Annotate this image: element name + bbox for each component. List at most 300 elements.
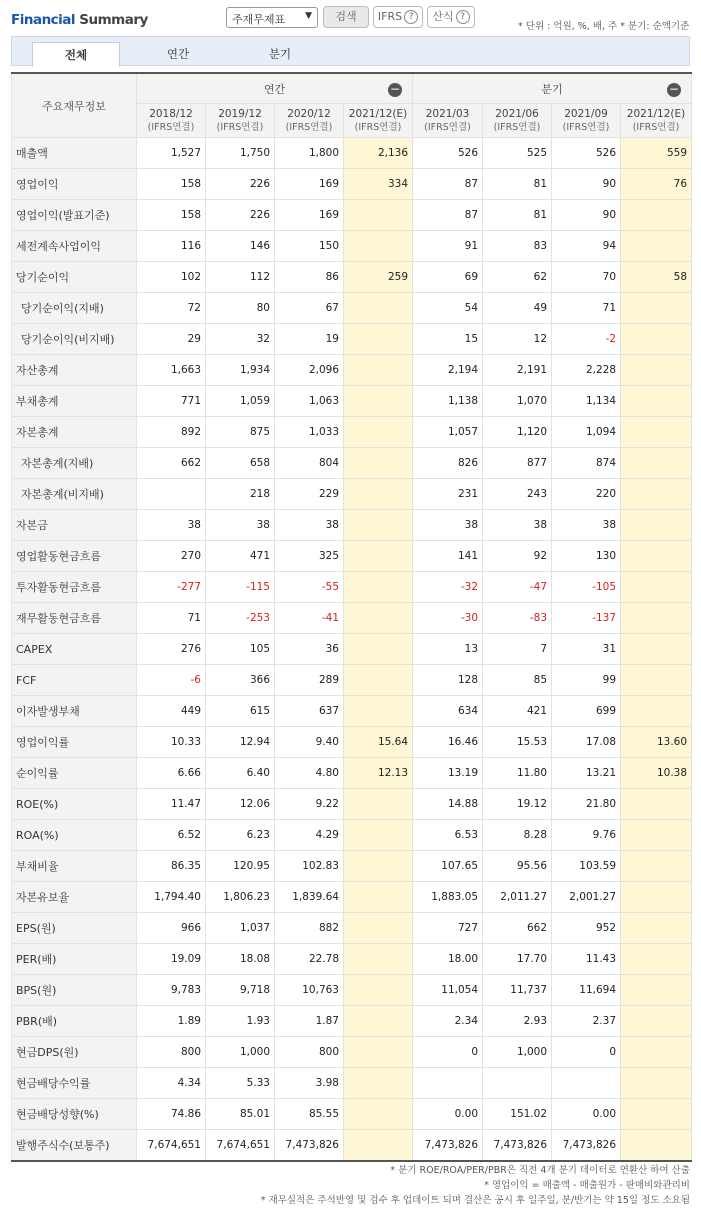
- table-cell: [344, 479, 413, 510]
- ifrs-help-button[interactable]: [373, 6, 423, 28]
- row-label: 자본유보율: [12, 882, 137, 913]
- table-cell: 526: [552, 138, 621, 169]
- table-cell: [344, 510, 413, 541]
- table-cell: 4.34: [137, 1068, 206, 1099]
- row-header-label: 주요재무정보: [12, 73, 137, 138]
- table-cell: [621, 510, 692, 541]
- table-cell: 4.29: [275, 820, 344, 851]
- table-cell: 90: [552, 169, 621, 200]
- table-cell: 87: [413, 169, 483, 200]
- table-cell: 11,694: [552, 975, 621, 1006]
- help-icon: ?: [404, 10, 418, 24]
- table-cell: 80: [206, 293, 275, 324]
- tab-annual[interactable]: 연간: [166, 47, 190, 61]
- table-cell: -41: [275, 603, 344, 634]
- table-cell: 112: [206, 262, 275, 293]
- table-cell: 150: [275, 231, 344, 262]
- table-cell: 9.76: [552, 820, 621, 851]
- table-cell: 325: [275, 541, 344, 572]
- row-label: 자본총계(지배): [12, 448, 137, 479]
- table-cell: 1,057: [413, 417, 483, 448]
- table-row: [12, 1099, 692, 1130]
- tab-all[interactable]: 전체: [32, 42, 120, 67]
- table-cell: 1,806.23: [206, 882, 275, 913]
- chevron-down-icon: ▼: [305, 11, 312, 21]
- row-label: 매출액: [12, 138, 137, 169]
- table-cell: 966: [137, 913, 206, 944]
- table-cell: 259: [344, 262, 413, 293]
- table-cell: 72: [137, 293, 206, 324]
- table-cell: [621, 634, 692, 665]
- row-label: 자본총계: [12, 417, 137, 448]
- row-label: 투자활동현금흐름: [12, 572, 137, 603]
- table-cell: [344, 913, 413, 944]
- row-label: 당기순이익(비지배): [12, 324, 137, 355]
- table-cell: 7: [483, 634, 552, 665]
- tab-quarter[interactable]: 분기: [268, 47, 292, 61]
- table-cell: 826: [413, 448, 483, 479]
- table-cell: [552, 1068, 621, 1099]
- table-cell: 6.52: [137, 820, 206, 851]
- row-label: 부채비율: [12, 851, 137, 882]
- table-cell: 874: [552, 448, 621, 479]
- table-cell: 1.87: [275, 1006, 344, 1037]
- row-label: BPS(원): [12, 975, 137, 1006]
- row-label: 자산총계: [12, 355, 137, 386]
- table-cell: 2,001.27: [552, 882, 621, 913]
- table-row: [12, 200, 692, 231]
- table-cell: 105: [206, 634, 275, 665]
- column-basis: (IFRS연결): [562, 121, 610, 133]
- table-cell: 158: [137, 200, 206, 231]
- quarter-group-header: [413, 73, 692, 104]
- table-cell: [344, 696, 413, 727]
- financial-summary-table: [11, 72, 692, 1162]
- table-cell: 85: [483, 665, 552, 696]
- table-cell: 218: [206, 479, 275, 510]
- table-cell: 81: [483, 200, 552, 231]
- column-period: 2021/03: [425, 107, 470, 120]
- table-cell: 1,527: [137, 138, 206, 169]
- table-cell: 29: [137, 324, 206, 355]
- table-cell: 0: [552, 1037, 621, 1068]
- table-cell: 699: [552, 696, 621, 727]
- column-period: 2021/06: [495, 107, 539, 120]
- column-period: 2019/12: [218, 107, 262, 120]
- table-row: [12, 541, 692, 572]
- table-cell: 1,059: [206, 386, 275, 417]
- table-cell: 18.00: [413, 944, 483, 975]
- title-summary: Summary: [75, 12, 148, 28]
- table-cell: 67: [275, 293, 344, 324]
- table-cell: [344, 634, 413, 665]
- table-row: [12, 1006, 692, 1037]
- table-cell: 8.28: [483, 820, 552, 851]
- table-cell: [621, 851, 692, 882]
- table-cell: [344, 324, 413, 355]
- row-label: 현금배당성향(%): [12, 1099, 137, 1130]
- table-cell: 9,783: [137, 975, 206, 1006]
- table-cell: 38: [275, 510, 344, 541]
- table-cell: 1,070: [483, 386, 552, 417]
- table-cell: 882: [275, 913, 344, 944]
- table-cell: -55: [275, 572, 344, 603]
- table-cell: 2,194: [413, 355, 483, 386]
- table-row: [12, 262, 692, 293]
- table-cell: [621, 913, 692, 944]
- table-cell: 1.89: [137, 1006, 206, 1037]
- table-cell: [344, 789, 413, 820]
- table-cell: 169: [275, 200, 344, 231]
- table-cell: 0: [413, 1037, 483, 1068]
- table-cell: 12.06: [206, 789, 275, 820]
- table-cell: [621, 975, 692, 1006]
- row-label: EPS(원): [12, 913, 137, 944]
- table-cell: 107.65: [413, 851, 483, 882]
- table-cell: 1,000: [483, 1037, 552, 1068]
- row-label: 자본금: [12, 510, 137, 541]
- table-cell: 62: [483, 262, 552, 293]
- table-row: [12, 820, 692, 851]
- collapse-quarter-icon[interactable]: −: [669, 82, 680, 96]
- table-cell: 13.60: [621, 727, 692, 758]
- column-period: 2021/09: [564, 107, 608, 120]
- table-cell: 662: [483, 913, 552, 944]
- table-cell: [344, 603, 413, 634]
- column-header: [413, 104, 483, 138]
- table-cell: 54: [413, 293, 483, 324]
- table-cell: 2,191: [483, 355, 552, 386]
- table-cell: [621, 944, 692, 975]
- table-cell: 102.83: [275, 851, 344, 882]
- table-cell: [621, 1068, 692, 1099]
- column-period: 2021/12(E): [626, 107, 686, 120]
- footnote: * 영업이익 = 매출액 - 매출원가 - 판매비와관리비: [484, 1180, 690, 1191]
- footnotes: [261, 1163, 690, 1208]
- table-cell: 11.80: [483, 758, 552, 789]
- table-cell: 226: [206, 169, 275, 200]
- table-row: [12, 572, 692, 603]
- table-cell: 13: [413, 634, 483, 665]
- table-cell: 662: [137, 448, 206, 479]
- table-cell: 1,934: [206, 355, 275, 386]
- table-cell: 559: [621, 138, 692, 169]
- period-tabs: [11, 36, 690, 66]
- table-cell: 15.64: [344, 727, 413, 758]
- table-cell: 31: [552, 634, 621, 665]
- table-cell: 1,000: [206, 1037, 275, 1068]
- table-cell: 2.37: [552, 1006, 621, 1037]
- row-label: 세전계속사업이익: [12, 231, 137, 262]
- table-cell: 38: [552, 510, 621, 541]
- table-cell: 15: [413, 324, 483, 355]
- table-cell: 76: [621, 169, 692, 200]
- table-cell: 9,718: [206, 975, 275, 1006]
- table-cell: 36: [275, 634, 344, 665]
- row-label: 현금DPS(원): [12, 1037, 137, 1068]
- table-row: [12, 138, 692, 169]
- column-header: [552, 104, 621, 138]
- table-row: [12, 1037, 692, 1068]
- table-cell: 5.33: [206, 1068, 275, 1099]
- table-cell: 800: [137, 1037, 206, 1068]
- table-cell: 525: [483, 138, 552, 169]
- table-cell: -137: [552, 603, 621, 634]
- table-cell: 32: [206, 324, 275, 355]
- table-cell: 9.40: [275, 727, 344, 758]
- table-cell: [344, 975, 413, 1006]
- table-cell: 85.55: [275, 1099, 344, 1130]
- table-cell: 0.00: [413, 1099, 483, 1130]
- table-row: [12, 913, 692, 944]
- table-cell: [621, 417, 692, 448]
- table-cell: [344, 386, 413, 417]
- column-basis: (IFRS연결): [147, 121, 195, 133]
- table-cell: -47: [483, 572, 552, 603]
- table-row: [12, 944, 692, 975]
- table-cell: 421: [483, 696, 552, 727]
- table-cell: 92: [483, 541, 552, 572]
- table-cell: -115: [206, 572, 275, 603]
- formula-help-button[interactable]: [427, 6, 475, 28]
- table-cell: 6.53: [413, 820, 483, 851]
- table-cell: 1,794.40: [137, 882, 206, 913]
- formula-label: 산식: [432, 10, 454, 23]
- table-cell: 99: [552, 665, 621, 696]
- table-cell: [344, 293, 413, 324]
- table-cell: 3.98: [275, 1068, 344, 1099]
- table-row: [12, 169, 692, 200]
- table-cell: -105: [552, 572, 621, 603]
- table-cell: 6.23: [206, 820, 275, 851]
- row-label: 이자발생부채: [12, 696, 137, 727]
- table-cell: 10.33: [137, 727, 206, 758]
- table-cell: -6: [137, 665, 206, 696]
- row-label: 당기순이익(지배): [12, 293, 137, 324]
- table-cell: 892: [137, 417, 206, 448]
- column-header: [206, 104, 275, 138]
- table-cell: 116: [137, 231, 206, 262]
- collapse-annual-icon[interactable]: −: [389, 82, 401, 96]
- table-cell: 471: [206, 541, 275, 572]
- table-cell: 18.08: [206, 944, 275, 975]
- table-cell: 7,674,651: [137, 1130, 206, 1162]
- table-cell: 7,473,826: [413, 1130, 483, 1162]
- table-cell: 12: [483, 324, 552, 355]
- table-cell: 81: [483, 169, 552, 200]
- table-cell: 2,136: [344, 138, 413, 169]
- table-cell: 38: [206, 510, 275, 541]
- table-row: [12, 479, 692, 510]
- table-cell: [344, 541, 413, 572]
- table-cell: 243: [483, 479, 552, 510]
- table-cell: 2,228: [552, 355, 621, 386]
- table-cell: 220: [552, 479, 621, 510]
- table-cell: [621, 789, 692, 820]
- table-cell: 38: [137, 510, 206, 541]
- table-cell: 12.94: [206, 727, 275, 758]
- table-cell: 10,763: [275, 975, 344, 1006]
- table-cell: [344, 1099, 413, 1130]
- table-cell: [621, 665, 692, 696]
- table-cell: 7,674,651: [206, 1130, 275, 1162]
- column-basis: (IFRS연결): [424, 121, 471, 133]
- column-period: 2021/12(E): [348, 107, 408, 120]
- table-row: [12, 324, 692, 355]
- table-cell: 38: [413, 510, 483, 541]
- table-cell: [621, 1130, 692, 1162]
- row-label: 영업이익: [12, 169, 137, 200]
- table-cell: 1.93: [206, 1006, 275, 1037]
- column-period: 2018/12: [149, 107, 193, 120]
- table-cell: 169: [275, 169, 344, 200]
- column-header: [137, 104, 206, 138]
- statement-select-value: 주재무제표: [232, 13, 286, 26]
- table-row: [12, 758, 692, 789]
- table-cell: 289: [275, 665, 344, 696]
- table-cell: -277: [137, 572, 206, 603]
- table-cell: 727: [413, 913, 483, 944]
- row-label: 순이익률: [12, 758, 137, 789]
- table-cell: 103.59: [552, 851, 621, 882]
- column-basis: (IFRS연결): [354, 121, 402, 133]
- row-label: 영업이익률: [12, 727, 137, 758]
- footnote: * 분기 ROE/ROA/PER/PBR은 직전 4개 분기 데이터로 연환산 하여 산출: [390, 1165, 690, 1176]
- table-cell: -32: [413, 572, 483, 603]
- table-cell: [621, 1099, 692, 1130]
- table-cell: 95.56: [483, 851, 552, 882]
- table-cell: 74.86: [137, 1099, 206, 1130]
- table-cell: [344, 1006, 413, 1037]
- table-row: [12, 696, 692, 727]
- table-cell: 2.93: [483, 1006, 552, 1037]
- table-cell: [621, 1037, 692, 1068]
- table-row: [12, 1068, 692, 1099]
- table-cell: 2,096: [275, 355, 344, 386]
- table-cell: [344, 1130, 413, 1162]
- table-cell: 14.88: [413, 789, 483, 820]
- table-cell: 158: [137, 169, 206, 200]
- column-period: 2020/12: [287, 107, 331, 120]
- table-cell: 7,473,826: [275, 1130, 344, 1162]
- row-label: CAPEX: [12, 634, 137, 665]
- table-cell: 1,750: [206, 138, 275, 169]
- table-cell: 19.09: [137, 944, 206, 975]
- statement-select[interactable]: [226, 7, 318, 28]
- table-cell: 151.02: [483, 1099, 552, 1130]
- table-cell: 1,134: [552, 386, 621, 417]
- table-row: [12, 448, 692, 479]
- table-cell: 69: [413, 262, 483, 293]
- table-cell: 2,011.27: [483, 882, 552, 913]
- table-cell: [621, 324, 692, 355]
- table-cell: [344, 882, 413, 913]
- table-cell: 13.19: [413, 758, 483, 789]
- annual-group-header: [137, 73, 413, 104]
- table-cell: 19.12: [483, 789, 552, 820]
- table-row: [12, 386, 692, 417]
- table-cell: [621, 541, 692, 572]
- table-cell: [621, 820, 692, 851]
- table-cell: 128: [413, 665, 483, 696]
- table-cell: [344, 1037, 413, 1068]
- table-cell: 9.22: [275, 789, 344, 820]
- table-cell: [344, 1068, 413, 1099]
- table-row: [12, 727, 692, 758]
- column-basis: (IFRS연결): [285, 121, 333, 133]
- page-title: [11, 12, 148, 28]
- table-cell: 1,800: [275, 138, 344, 169]
- row-label: ROA(%): [12, 820, 137, 851]
- table-cell: 94: [552, 231, 621, 262]
- table-cell: [344, 851, 413, 882]
- row-label: 현금배당수익률: [12, 1068, 137, 1099]
- row-label: 부채총계: [12, 386, 137, 417]
- table-cell: 86: [275, 262, 344, 293]
- table-cell: [344, 820, 413, 851]
- table-cell: [344, 572, 413, 603]
- table-cell: 615: [206, 696, 275, 727]
- table-row: [12, 851, 692, 882]
- table-cell: [483, 1068, 552, 1099]
- table-cell: 229: [275, 479, 344, 510]
- table-cell: 2.34: [413, 1006, 483, 1037]
- table-row: [12, 882, 692, 913]
- row-label: ROE(%): [12, 789, 137, 820]
- table-cell: 6.40: [206, 758, 275, 789]
- row-label: 영업활동현금흐름: [12, 541, 137, 572]
- search-button[interactable]: 검색: [323, 6, 369, 28]
- table-cell: [621, 696, 692, 727]
- table-cell: 87: [413, 200, 483, 231]
- table-cell: 70: [552, 262, 621, 293]
- table-cell: 526: [413, 138, 483, 169]
- table-cell: 1,120: [483, 417, 552, 448]
- footnote: * 재무실적은 주석반영 및 검수 후 업데이트 되며 결산은 공시 후 일주일, 분/반기는 약 15일 정도 소요됨: [260, 1195, 690, 1206]
- table-row: [12, 231, 692, 262]
- row-label: 영업이익(발표기준): [12, 200, 137, 231]
- table-cell: 130: [552, 541, 621, 572]
- column-header: [621, 104, 692, 138]
- table-cell: 658: [206, 448, 275, 479]
- table-cell: 141: [413, 541, 483, 572]
- table-cell: 91: [413, 231, 483, 262]
- ifrs-label: IFRS: [377, 10, 403, 23]
- table-cell: -30: [413, 603, 483, 634]
- row-label: PER(배): [12, 944, 137, 975]
- table-cell: -83: [483, 603, 552, 634]
- table-cell: 334: [344, 169, 413, 200]
- table-cell: [621, 1006, 692, 1037]
- row-label: FCF: [12, 665, 137, 696]
- table-cell: [621, 200, 692, 231]
- title-financial: Financial: [11, 12, 76, 28]
- table-cell: 83: [483, 231, 552, 262]
- table-cell: 1,037: [206, 913, 275, 944]
- table-row: [12, 789, 692, 820]
- table-row: [12, 510, 692, 541]
- column-basis: (IFRS연결): [632, 121, 680, 133]
- column-header: [344, 104, 413, 138]
- table-cell: 366: [206, 665, 275, 696]
- table-cell: -2: [552, 324, 621, 355]
- table-cell: 7,473,826: [552, 1130, 621, 1162]
- row-label: PBR(배): [12, 1006, 137, 1037]
- table-cell: 22.78: [275, 944, 344, 975]
- table-cell: 270: [137, 541, 206, 572]
- table-cell: 10.38: [621, 758, 692, 789]
- table-cell: 1,883.05: [413, 882, 483, 913]
